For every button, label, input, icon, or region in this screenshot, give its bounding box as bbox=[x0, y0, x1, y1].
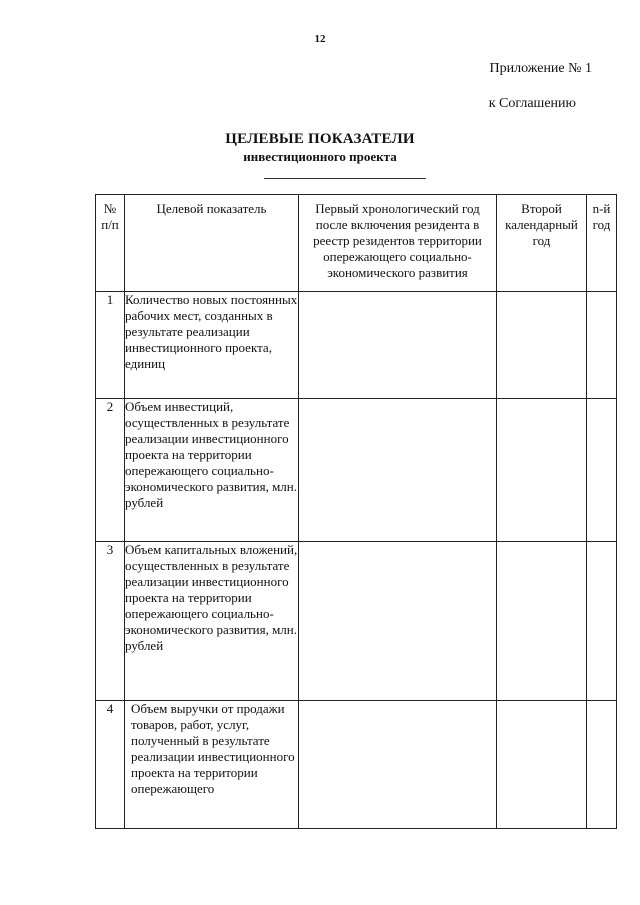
table-row bbox=[96, 542, 617, 701]
agreement-label: к Соглашению bbox=[488, 96, 576, 111]
table-row bbox=[96, 399, 617, 542]
header-second-year: Второй календарный год bbox=[497, 195, 587, 292]
first-year-value bbox=[299, 701, 497, 829]
title-underline bbox=[264, 178, 426, 179]
row-number: 1 bbox=[96, 292, 125, 399]
indicator-name: Объем инвестиций, осуществленных в результате реализации инвестиционного проекта на территории опережающего социально-экономического развития, млн. рублей bbox=[125, 399, 299, 542]
row-number: 4 bbox=[96, 701, 125, 829]
table-row bbox=[96, 701, 617, 829]
target-indicators-table bbox=[95, 194, 617, 829]
row-number: 2 bbox=[96, 399, 125, 542]
page-number: 12 bbox=[314, 33, 326, 45]
nth-year-value bbox=[587, 542, 617, 701]
second-year-value bbox=[497, 701, 587, 829]
header-row-number: № п/п bbox=[96, 195, 125, 292]
second-year-value bbox=[497, 292, 587, 399]
indicator-name: Объем капитальных вложений, осуществленных в результате реализации инвестиционного проекта на территории опережающего социально-экономического развития, млн. рублей bbox=[125, 542, 299, 701]
header-first-year: Первый хронологический год после включения резидента в реестр резидентов территории опережающего социально-экономического развития bbox=[299, 195, 497, 292]
row-number: 3 bbox=[96, 542, 125, 701]
table-header-row bbox=[96, 195, 617, 292]
indicator-name: Количество новых постоянных рабочих мест, созданных в результате реализации инвестиционного проекта, единиц bbox=[125, 292, 299, 399]
nth-year-value bbox=[587, 399, 617, 542]
document-title: ЦЕЛЕВЫЕ ПОКАЗАТЕЛИ bbox=[225, 131, 415, 147]
nth-year-value bbox=[587, 701, 617, 829]
first-year-value bbox=[299, 542, 497, 701]
second-year-value bbox=[497, 399, 587, 542]
header-indicator: Целевой показатель bbox=[125, 195, 299, 292]
second-year-value bbox=[497, 542, 587, 701]
nth-year-value bbox=[587, 292, 617, 399]
first-year-value bbox=[299, 292, 497, 399]
indicator-name: Объем выручки от продажи товаров, работ, услуг, полученный в результате реализации инвестиционного проекта на территории опережающего bbox=[125, 701, 299, 829]
first-year-value bbox=[299, 399, 497, 542]
table-row bbox=[96, 292, 617, 399]
appendix-label: Приложение № 1 bbox=[489, 61, 592, 76]
document-subtitle: инвестиционного проекта bbox=[243, 149, 397, 164]
header-nth-year: n-й год bbox=[587, 195, 617, 292]
